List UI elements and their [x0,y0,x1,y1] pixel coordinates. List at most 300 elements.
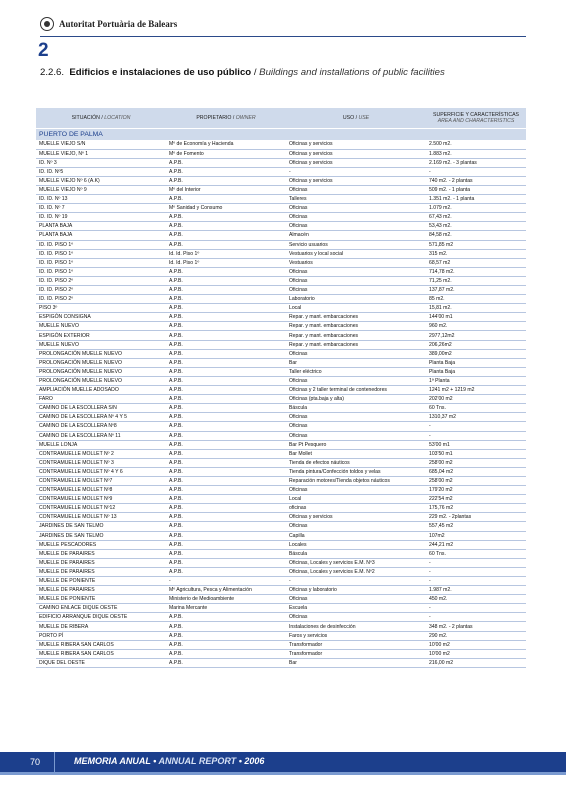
table-row [36,422,526,431]
cell-use: Oficinas [286,595,426,604]
cell-use: Locales [286,540,426,549]
cell-location: ID. ID. Nº 13 [36,195,166,204]
header-owner: PROPIETARIO / OWNER [166,108,286,128]
table-row [36,258,526,267]
cell-owner: A.P.B. [166,513,286,522]
cell-location: PROLONGACIÓN MUELLE NUEVO [36,367,166,376]
page-header [40,14,177,34]
cell-use: Bar Pt Pesquero [286,440,426,449]
cell-use: Repar. y mant. embarcaciones [286,331,426,340]
section-label: PUERTO DE PALMA [36,128,526,140]
cell-location: ID. ID. PISO 2º [36,295,166,304]
cell-use: Capilla [286,531,426,540]
cell-owner: A.P.B. [166,640,286,649]
cell-surface: 348 m2. - 2 plantas [426,622,526,631]
cell-owner: A.P.B. [166,440,286,449]
table-row [36,549,526,558]
cell-use: Vestuarios [286,258,426,267]
cell-use: Oficinas [286,222,426,231]
cell-surface: 509 m2. - 1 planta [426,185,526,194]
cell-surface: 85 m2. [426,295,526,304]
cell-surface: 258'00 m2 [426,476,526,485]
cell-owner: A.P.B. [166,267,286,276]
cell-surface: 10'00 m2 [426,649,526,658]
cell-location: MUELLE DE PONIENTE [36,577,166,586]
cell-owner: A.P.B. [166,358,286,367]
cell-use: Oficinas [286,213,426,222]
cell-surface: 1241 m2 + 1219 m2 [426,386,526,395]
footer-title: MEMORIA ANUAL • ANNUAL REPORT • 2006 [74,756,265,766]
cell-location: CAMINO DE LA ESCOLLERA Nº8 [36,422,166,431]
table-row [36,240,526,249]
cell-surface: 450 m2. [426,595,526,604]
facilities-table-container [36,108,526,668]
cell-surface: 714,78 m2. [426,267,526,276]
header-location: SITUACIÓN / LOCATION [36,108,166,128]
table-row [36,349,526,358]
cell-location: MUELLE PESCADORES [36,540,166,549]
table-row [36,413,526,422]
cell-use: Oficinas y servicios [286,176,426,185]
cell-owner: A.P.B. [166,458,286,467]
table-row [36,149,526,158]
table-row [36,304,526,313]
table-row [36,622,526,631]
cell-use: Oficinas y servicios [286,140,426,149]
cell-location: ID. ID. PISO 1º [36,240,166,249]
cell-location: CONTRAMUELLE MOLLET Nº7 [36,476,166,485]
cell-surface: 960 m2. [426,322,526,331]
cell-surface: 103'50 m1 [426,449,526,458]
cell-location: MUELLE DE PONIENTE [36,595,166,604]
table-row [36,222,526,231]
table-row [36,577,526,586]
cell-surface: 740 m2. - 2 plantas [426,176,526,185]
table-row [36,513,526,522]
cell-surface: 71,25 m2. [426,276,526,285]
cell-surface: 2.500 m2. [426,140,526,149]
cell-owner: A.P.B. [166,340,286,349]
cell-surface: 15,81 m2. [426,304,526,313]
cell-owner: Mº de Economía y Hacienda [166,140,286,149]
cell-use: Báscula [286,404,426,413]
cell-surface: 60 Tns. [426,404,526,413]
cell-location: PROLONGACIÓN MUELLE NUEVO [36,349,166,358]
cell-owner: Id. Id. Piso 1º [166,258,286,267]
cell-surface: 137,87 m2. [426,286,526,295]
cell-owner: A.P.B. [166,404,286,413]
cell-owner: A.P.B. [166,531,286,540]
cell-location: MUELLE DE PARAIRES [36,558,166,567]
cell-location: CONTRAMUELLE MOLLET Nº 3 [36,458,166,467]
cell-surface: 1310,37 m2 [426,413,526,422]
table-row [36,649,526,658]
table-row [36,322,526,331]
cell-use: Oficinas y servicios [286,149,426,158]
cell-surface: 107m2 [426,531,526,540]
table-row [36,376,526,385]
cell-owner: A.P.B. [166,222,286,231]
table-row [36,295,526,304]
footer-title-en: ANNUAL REPORT [158,756,237,766]
cell-use: Bar [286,358,426,367]
footer-stripe [0,772,566,775]
cell-owner: A.P.B. [166,413,286,422]
cell-surface: Planta Baja [426,358,526,367]
cell-use: Oficinas [286,613,426,622]
cell-surface: 179'20 m2 [426,486,526,495]
table-row [36,167,526,176]
cell-surface: 68,57 m2 [426,258,526,267]
cell-surface: - [426,567,526,576]
cell-location: JARDINES DE SAN TELMO [36,531,166,540]
cell-location: CONTRAMUELLE MOLLET Nº12 [36,504,166,513]
cell-owner: A.P.B. [166,422,286,431]
table-row [36,340,526,349]
cell-location: MUELLE DE PARAIRES [36,586,166,595]
cell-location: CAMINO DE LA ESCOLLERA Nº 11 [36,431,166,440]
table-row [36,558,526,567]
cell-use: - [286,577,426,586]
cell-owner: - [166,577,286,586]
cell-use: Reparación motores/Tienda objetos náuticos [286,476,426,485]
section-number: 2.2.6. [40,67,65,78]
cell-use: Laboratorio [286,295,426,304]
cell-location: ID. ID. PISO 1º [36,249,166,258]
cell-use: Oficinas [286,422,426,431]
cell-owner: A.P.B. [166,622,286,631]
cell-owner: A.P.B. [166,276,286,285]
cell-owner: A.P.B. [166,504,286,513]
cell-use: Oficinas y servicios [286,513,426,522]
cell-location: PROLONGACIÓN MUELLE NUEVO [36,376,166,385]
table-row [36,140,526,149]
cell-use: Oficinas, Locales y servicios E.M. Nº3 [286,558,426,567]
cell-use: Repar. y mant. embarcaciones [286,313,426,322]
cell-location: PLANTA BAJA [36,222,166,231]
table-row [36,367,526,376]
table-row [36,386,526,395]
cell-surface: 389,00m2 [426,349,526,358]
cell-owner: A.P.B. [166,467,286,476]
cell-use: Oficinas y laboratorio [286,586,426,595]
table-row [36,522,526,531]
cell-surface: 1.079 m2. [426,204,526,213]
table-row [36,213,526,222]
table-row [36,449,526,458]
cell-use: Almacén [286,231,426,240]
footer-year: 2006 [244,756,265,766]
cell-owner: A.P.B. [166,631,286,640]
cell-use: Oficinas [286,204,426,213]
cell-owner: A.P.B. [166,295,286,304]
cell-location: CONTRAMUELLE MOLLET Nº 4 Y 6 [36,467,166,476]
cell-owner: A.P.B. [166,313,286,322]
cell-owner: A.P.B. [166,495,286,504]
cell-location: MUELLE RIBERA SAN CARLOS [36,640,166,649]
cell-location: MUELLE VIEJO, Nº 1 [36,149,166,158]
cell-location: PLANTA BAJA [36,231,166,240]
cell-surface: 685,04 m2 [426,467,526,476]
table-row [36,195,526,204]
cell-location: PORTO PÍ [36,631,166,640]
cell-use: Instalaciones de desinfección [286,622,426,631]
table-row [36,276,526,285]
section-title-es: Edificios e instalaciones de uso público [69,67,252,78]
cell-use: Oficinas (pta.baja y alta) [286,395,426,404]
section-title-separator: / [253,67,257,78]
cell-owner: A.P.B. [166,613,286,622]
table-row [36,595,526,604]
cell-owner: A.P.B. [166,240,286,249]
table-row [36,476,526,485]
cell-surface: 229 m2. - 2plantas [426,513,526,522]
cell-surface: 1.987 m2. [426,586,526,595]
cell-owner: Id. Id. Piso 1º [166,249,286,258]
cell-location: ID. Nº 3 [36,158,166,167]
table-row [36,431,526,440]
cell-use: Local [286,495,426,504]
cell-owner: A.P.B. [166,558,286,567]
cell-surface: - [426,558,526,567]
cell-use: - [286,167,426,176]
table-row [36,286,526,295]
cell-owner: Marina Mercante [166,604,286,613]
cell-location: MUELLE RIBERA SAN CARLOS [36,649,166,658]
cell-use: Oficinas [286,376,426,385]
cell-location: CONTRAMUELLE MOLLET Nº8 [36,486,166,495]
cell-location: MUELLE DE PARAIRES [36,549,166,558]
cell-owner: A.P.B. [166,195,286,204]
cell-surface: 53,43 m2. [426,222,526,231]
cell-owner: A.P.B. [166,476,286,485]
cell-owner: A.P.B. [166,540,286,549]
table-row [36,486,526,495]
cell-surface: - [426,422,526,431]
cell-owner: Mº Agricultura, Pesca y Alimentación [166,586,286,595]
cell-location: ESPIGÓN CONSIGNA [36,313,166,322]
table-row [36,204,526,213]
cell-surface: 315 m2. [426,249,526,258]
cell-location: CONTRAMUELLE MOLLET Nº 13 [36,513,166,522]
cell-owner: A.P.B. [166,322,286,331]
cell-surface: 290 m2. [426,631,526,640]
cell-owner: A.P.B. [166,158,286,167]
table-row [36,358,526,367]
table-row [36,467,526,476]
cell-location: ID. ID. PISO 2º [36,276,166,285]
cell-owner: A.P.B. [166,176,286,185]
cell-use: Oficinas [286,522,426,531]
table-header-row [36,108,526,128]
cell-location: MUELLE VIEJO Nº 9 [36,185,166,194]
section-title-en: Buildings and installations of public facilities [259,67,445,78]
cell-owner: A.P.B. [166,367,286,376]
cell-surface: 1.883 m2. [426,149,526,158]
table-row [36,404,526,413]
organization-name: Autoritat Portuària de Balears [59,19,178,29]
table-row [36,531,526,540]
section-heading [40,67,445,78]
cell-use: Faros y servicios [286,631,426,640]
table-row [36,231,526,240]
cell-use: Taller eléctrico [286,367,426,376]
cell-use: Tienda de efectos náuticos [286,458,426,467]
footer-title-es: MEMORIA ANUAL [74,756,151,766]
table-row [36,586,526,595]
cell-owner: Mº de Fomento [166,149,286,158]
cell-use: Vestuarios y local social [286,249,426,258]
cell-location: FARO [36,395,166,404]
cell-use: Oficinas [286,486,426,495]
cell-owner: Mº del Interior [166,185,286,194]
table-row [36,249,526,258]
chapter-number: 2 [38,40,49,61]
cell-use: Repar. y mant. embarcaciones [286,340,426,349]
table-row [36,504,526,513]
cell-owner: A.P.B. [166,449,286,458]
cell-location: ID. ID. PISO 1º [36,258,166,267]
cell-surface: 202'00 m2 [426,395,526,404]
cell-surface: 206,26m2 [426,340,526,349]
cell-surface: 557,45 m2 [426,522,526,531]
cell-surface: - [426,431,526,440]
port-authority-seal-icon [40,17,54,31]
cell-surface: - [426,577,526,586]
cell-location: ID. ID. Nº 19 [36,213,166,222]
cell-use: Tienda pintura/Confección toldos y velas [286,467,426,476]
cell-owner: Mº Sanidad y Consumo [166,204,286,213]
cell-use: oficinas [286,504,426,513]
cell-location: ID. ID. PISO 2º [36,286,166,295]
cell-use: Bar [286,658,426,667]
table-row [36,440,526,449]
cell-use: Oficinas [286,267,426,276]
cell-surface: Planta Baja [426,367,526,376]
cell-location: CONTRAMUELLE MOLLET Nº 2 [36,449,166,458]
cell-owner: Ministerio de Medioambiente [166,595,286,604]
cell-surface: 216,00 m2 [426,658,526,667]
cell-owner: A.P.B. [166,649,286,658]
table-row [36,176,526,185]
table-row [36,567,526,576]
cell-location: MUELLE DE RIBERA [36,622,166,631]
cell-owner: A.P.B. [166,167,286,176]
cell-owner: A.P.B. [166,486,286,495]
cell-use: Oficinas [286,413,426,422]
cell-owner: A.P.B. [166,331,286,340]
cell-owner: A.P.B. [166,231,286,240]
table-row [36,158,526,167]
cell-surface: 258'00 m2 [426,458,526,467]
table-section-row [36,128,526,140]
cell-owner: A.P.B. [166,431,286,440]
cell-location: MUELLE DE PARAIRES [36,567,166,576]
cell-surface: 84,58 m2. [426,231,526,240]
cell-owner: A.P.B. [166,286,286,295]
table-row [36,631,526,640]
table-row [36,267,526,276]
cell-owner: A.P.B. [166,395,286,404]
cell-use: Repar. y mant. embarcaciones [286,322,426,331]
footer-divider [54,752,66,772]
cell-location: CAMINO DE LA ESCOLLERA S/N [36,404,166,413]
header-surface: SUPERFICIE Y CARACTERÍSTICAS AREA AND CHARACTERISTICS [426,108,526,128]
cell-use: Oficinas [286,276,426,285]
cell-use: Oficinas [286,349,426,358]
cell-use: Talleres [286,195,426,204]
cell-location: CAMINO ENLACE DIQUE OESTE [36,604,166,613]
cell-location: MUELLE NUEVO [36,340,166,349]
cell-location: AMPLIACIÓN MUELLE ADOSADO [36,386,166,395]
cell-use: Oficinas y 2 taller terminal de contenedores [286,386,426,395]
cell-location: MUELLE NUEVO [36,322,166,331]
cell-location: CONTRAMUELLE MOLLET Nº9 [36,495,166,504]
cell-owner: A.P.B. [166,304,286,313]
table-row [36,613,526,622]
cell-use: Transformador [286,640,426,649]
cell-owner: A.P.B. [166,386,286,395]
cell-location: MUELLE LONJA [36,440,166,449]
header-divider [40,36,526,37]
cell-surface: 53'00 m1 [426,440,526,449]
cell-location: DIQUE DEL OESTE [36,658,166,667]
cell-use: Servicio usuarios [286,240,426,249]
cell-owner: A.P.B. [166,567,286,576]
cell-surface: 10'00 m2 [426,640,526,649]
cell-surface: 244,21 m2 [426,540,526,549]
cell-use: Oficinas [286,431,426,440]
cell-use: Oficinas, Locales y servicios E.M. Nº2 [286,567,426,576]
cell-use: Local [286,304,426,313]
cell-surface: 2.169 m2. - 3 plantas [426,158,526,167]
cell-surface: 222'54 m2 [426,495,526,504]
cell-location: MUELLE VIEJO Nº 6 (A.K) [36,176,166,185]
cell-use: Escuela [286,604,426,613]
cell-surface: 175,76 m2 [426,504,526,513]
cell-use: Bar Mollet [286,449,426,458]
header-use: USO / USE [286,108,426,128]
table-row [36,495,526,504]
table-row [36,313,526,322]
cell-surface: 1.351 m2. - 1 planta [426,195,526,204]
cell-owner: A.P.B. [166,213,286,222]
cell-location: EDIFICIO ARRANQUE DIQUE OESTE [36,613,166,622]
table-row [36,540,526,549]
table-row [36,640,526,649]
cell-surface: - [426,167,526,176]
cell-use: Oficinas [286,286,426,295]
table-row [36,658,526,667]
cell-surface: 60 Tns. [426,549,526,558]
table-row [36,185,526,194]
cell-surface: 1ª Planta [426,376,526,385]
cell-owner: A.P.B. [166,376,286,385]
cell-location: ID. ID. Nº5 [36,167,166,176]
cell-location: ID. ID. Nº 7 [36,204,166,213]
cell-surface: - [426,604,526,613]
cell-use: Transformador [286,649,426,658]
cell-owner: A.P.B. [166,349,286,358]
cell-owner: A.P.B. [166,658,286,667]
cell-surface: 67,43 m2. [426,213,526,222]
cell-location: CAMINO DE LA ESCOLLERA Nº 4 Y 5 [36,413,166,422]
cell-location: ID. ID. PISO 1º [36,267,166,276]
cell-surface: - [426,613,526,622]
table-row [36,331,526,340]
cell-owner: A.P.B. [166,522,286,531]
cell-location: PISO 3º [36,304,166,313]
